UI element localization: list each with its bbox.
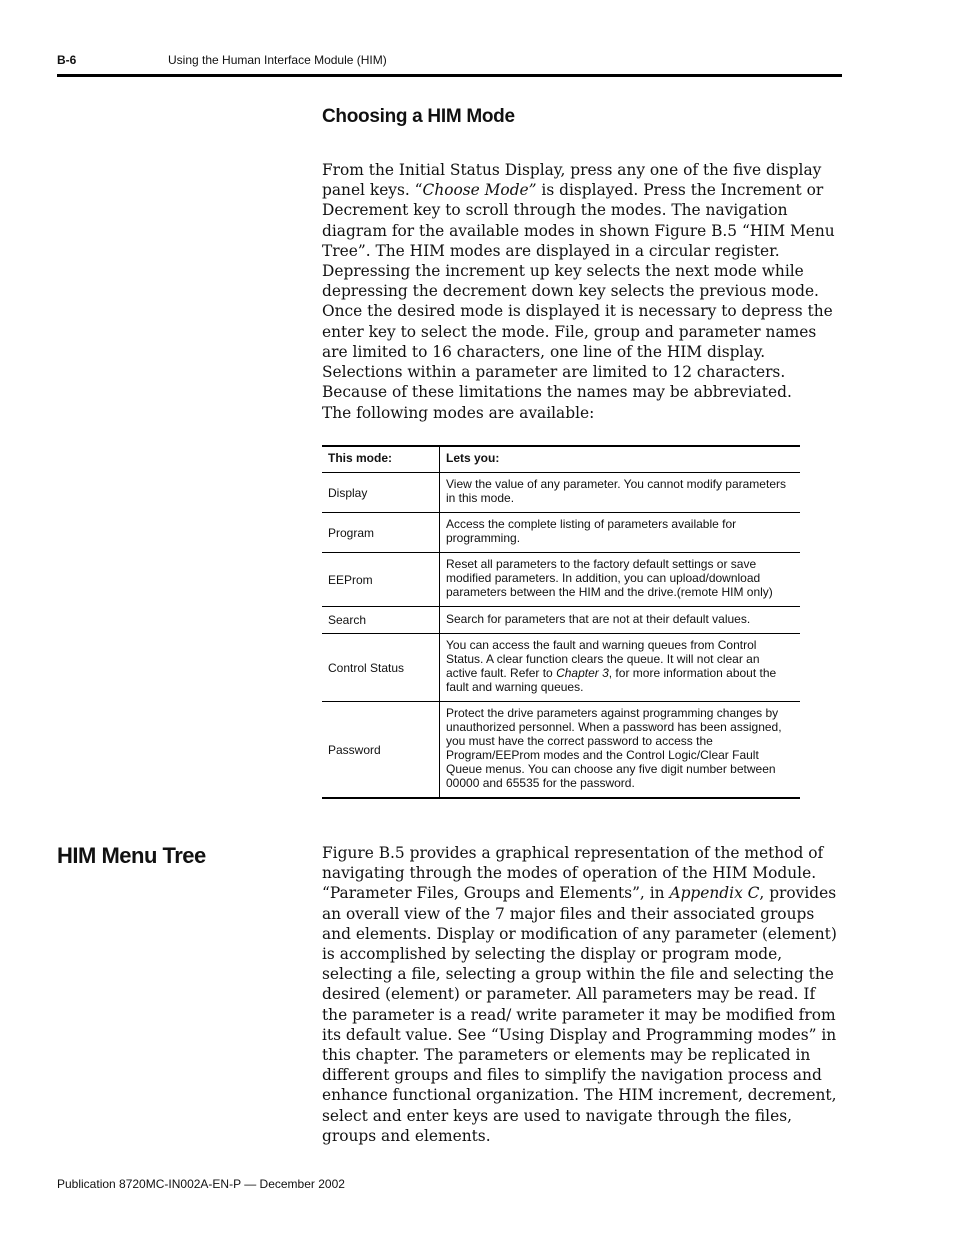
mode-name: Display [322, 473, 440, 513]
page-number: B-6 [57, 53, 77, 67]
paragraph-text: , provides an overall view of the 7 major files and their associated groups and elements. Display or modification of any parameter (element) is accomplished by selecting the display or program mode, selecting a file, selecting a group within the file and selecting the desired (element) or parameter. All parameters may be read. If the parameter is a read/ write parameter it may be modified from its default value. See “Using Display and Programming modes” in this chapter. The parameters or elements may be replicated in different groups and files to simplify the navigation process and enhance functional organization. The HIM increment, decrement, select and enter keys are used to navigate through the files, groups and elements. [322, 884, 837, 1145]
description-text: You can access the fault and warning queues from Control Status. A clear function clears the queue. It will not clear an active fault. Refer to [446, 638, 760, 680]
mode-name: EEProm [322, 553, 440, 607]
mode-name: Control Status [322, 634, 440, 702]
mode-description: Reset all parameters to the factory default settings or save modified parameters. In addition, you can upload/download parameters between the HIM and the drive.(remote HIM only) [446, 557, 773, 599]
mode-name: Password [322, 702, 440, 799]
mode-description: Access the complete listing of parameters available for programming. [446, 517, 737, 545]
paragraph-text: From the Initial Status Display, press any one of the five display panel keys. “ [322, 161, 822, 200]
running-title: Using the Human Interface Module (HIM) [168, 53, 387, 67]
description-text: , for more information about the fault and warning queues. [446, 666, 777, 694]
italic-text: Choose Mode” [422, 181, 537, 200]
table-row [322, 553, 800, 607]
modes-table [322, 445, 800, 799]
header-rule [57, 74, 842, 77]
table-row [322, 513, 800, 553]
column-header-mode: This mode: [322, 446, 440, 473]
appendix-reference: Appendix C [669, 884, 760, 903]
section-heading-choosing-him-mode: Choosing a HIM Mode [322, 106, 515, 127]
mode-description [440, 634, 801, 702]
table-row [322, 702, 800, 799]
table-row [322, 473, 800, 513]
paragraph-text: Figure B.5 provides a graphical representation of the method of navigating through the modes of operation of the HIM Module. “Parameter Files, Groups and Elements”, in [322, 844, 824, 903]
chapter-reference: Chapter 3 [556, 666, 609, 680]
page-header [57, 53, 842, 75]
mode-name: Search [322, 607, 440, 634]
body-paragraph: The following modes are available: [322, 404, 595, 422]
table-header-row [322, 446, 800, 473]
body-paragraph [322, 160, 842, 402]
page-footer: Publication 8720MC-IN002A-EN-P — December 2002 [57, 1177, 345, 1191]
section-heading-him-menu-tree: HIM Menu Tree [57, 843, 206, 868]
body-paragraph [322, 843, 842, 1146]
paragraph-text: is displayed. Press the Increment or Decrement key to scroll through the modes. The navigation diagram for the available modes in shown Figure B.5 “HIM Menu Tree”. The HIM modes are displayed in a circular register. Depressing the increment up key selects the next mode while depressing the decrement down key selects the previous mode. Once the desired mode is displayed it is necessary to depress the enter key to select the mode. File, group and parameter names are limited to 16 characters, one line of the HIM display. Selections within a parameter are limited to 12 characters. Because of these limitations the names may be abbreviated. [322, 181, 835, 402]
mode-description: Search for parameters that are not at their default values. [446, 611, 751, 626]
mode-name: Program [322, 513, 440, 553]
mode-description: View the value of any parameter. You cannot modify parameters in this mode. [446, 477, 786, 505]
mode-description: Protect the drive parameters against programming changes by unauthorized personnel. When a password has been assigned, you must have the correct password to access the Program/EEProm modes and the Control Logic/Clear Fault Queue menus. You can choose any five digit number between 00000 and 65535 for the password. [446, 706, 782, 790]
table-row [322, 607, 800, 634]
column-header-lets-you: Lets you: [446, 451, 500, 465]
table-row [322, 634, 800, 702]
